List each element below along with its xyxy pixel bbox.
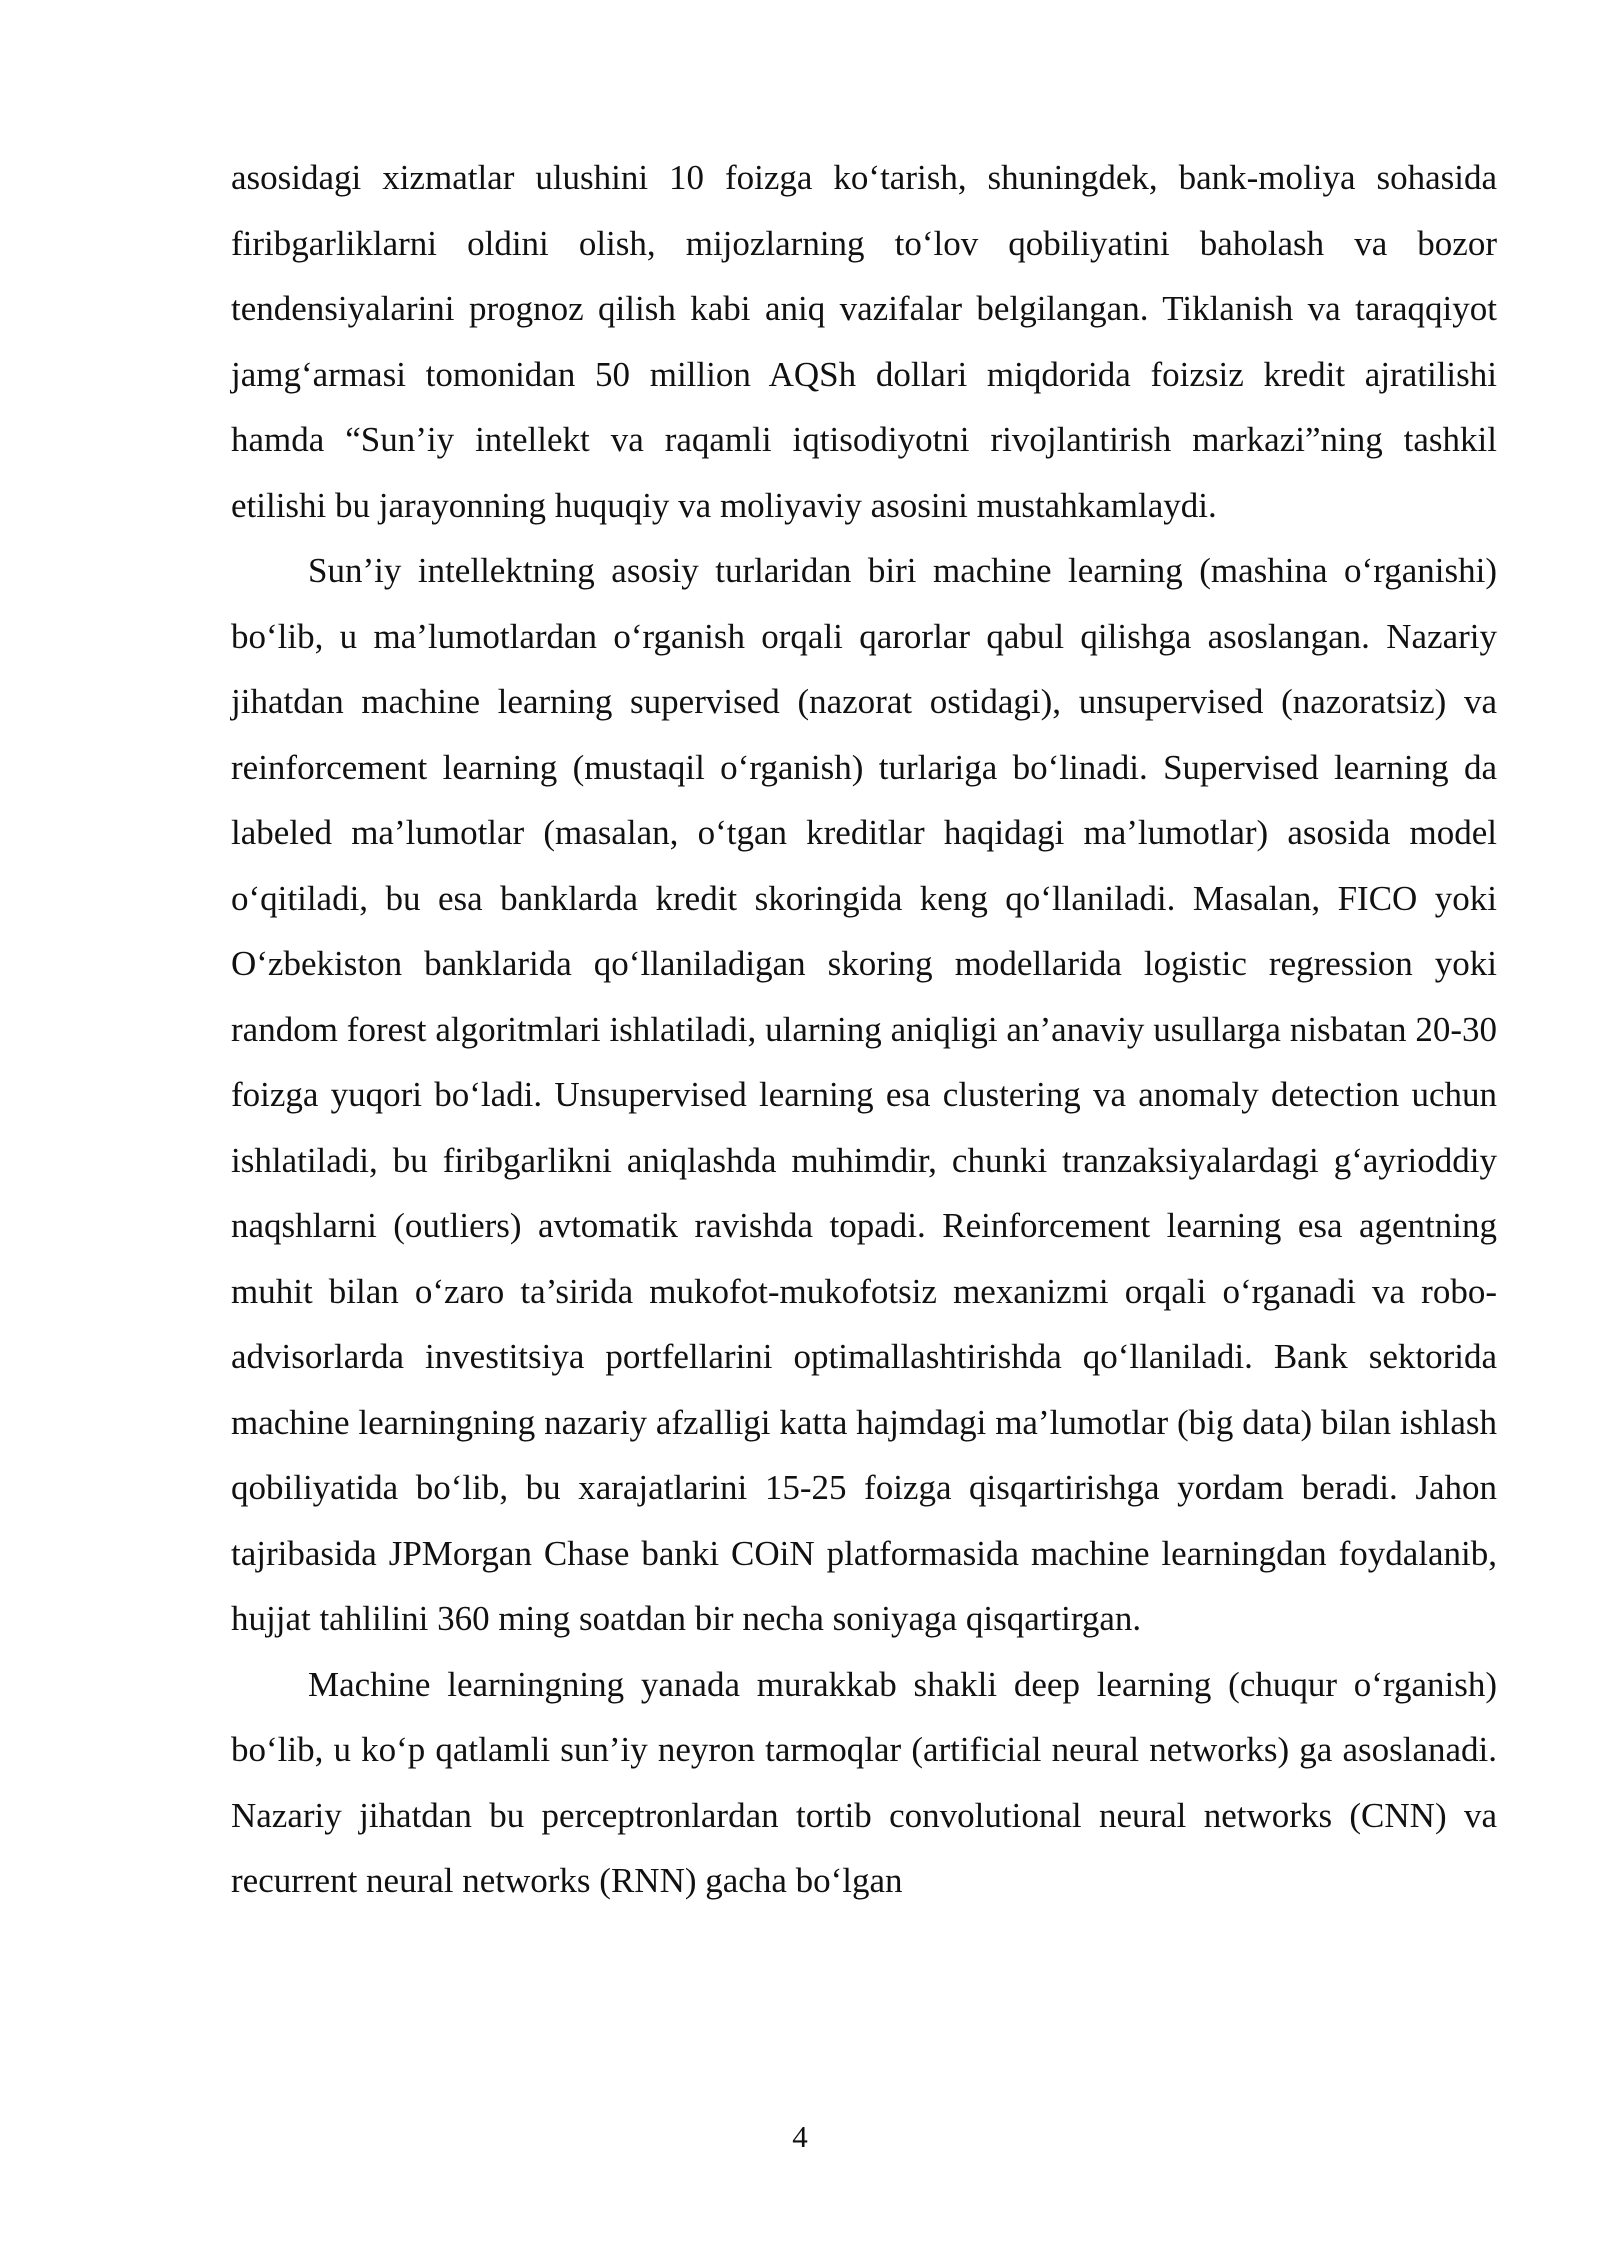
page-number: 4 bbox=[792, 2119, 808, 2154]
paragraph-continued: asosidagi xizmatlar ulushini 10 foizga ko‘tarish, shuningdek, bank-moliya sohasida firibgarliklarni oldini olish, mijozlarning to‘lov qobiliyatini baholash va bozor tendensiyalarini prognoz qilish kabi aniq vazifalar belgilangan. Tiklanish va taraqqiyot jamg‘armasi tomonidan 50 million AQSh dollari miqdorida foizsiz kredit ajratilishi hamda “Sun’iy intellekt va raqamli iqtisodiyotni rivojlantirish markazi”ning tashkil etilishi bu jarayonning huquqiy va moliyaviy asosini mustahkamlaydi. bbox=[231, 158, 1497, 525]
body-text bbox=[231, 145, 1497, 1914]
paragraph-deep-learning: Machine learningning yanada murakkab shakli deep learning (chuqur o‘rganish) bo‘lib, u ko‘p qatlamli sun’iy neyron tarmoqlar (artificial neural networks) ga asoslanadi. Nazariy jihatdan bu perceptronlardan tortib convolutional neural networks (CNN) va recurrent neural networks (RNN) gacha bo‘lgan bbox=[231, 1664, 1497, 1900]
paragraph-machine-learning: Sun’iy intellektning asosiy turlaridan biri machine learning (mashina o‘rganishi) bo‘lib, u ma’lumotlardan o‘rganish orqali qarorlar qabul qilishga asoslangan. Nazariy jihatdan machine learning supervised (nazorat ostidagi), unsupervised (nazoratsiz) va reinforcement learning (mustaqil o‘rganish) turlariga bo‘linadi. Supervised learning da labeled ma’lumotlar (masalan, o‘tgan kreditlar haqidagi ma’lumotlar) asosida model o‘qitiladi, bu esa banklarda kredit skoringida keng qo‘llaniladi. Masalan, FICO yoki O‘zbekiston banklarida qo‘llaniladigan skoring modellarida logistic regression yoki random forest algoritmlari ishlatiladi, ularning aniqligi an’anaviy usullarga nisbatan 20-30 foizga yuqori bo‘ladi. Unsupervised learning esa clustering va anomaly detection uchun ishlatiladi, bu firibgarlikni aniqlashda muhimdir, chunki tranzaksiyalardagi g‘ayrioddiy naqshlarni (outliers) avtomatik ravishda topadi. Reinforcement learning esa agentning muhit bilan o‘zaro ta’sirida mukofot-mukofotsiz mexanizmi orqali o‘rganadi va robo-advisorlarda investitsiya portfellarini optimallashtirishda qo‘llaniladi. Bank sektorida machine learningning nazariy afzalligi katta hajmdagi ma’lumotlar (big data) bilan ishlash qobiliyatida bo‘lib, bu xarajatlarini 15-25 foizga qisqartirishga yordam beradi. Jahon tajribasida JPMorgan Chase banki COiN platformasida machine learningdan foydalanib, hujjat tahlilini 360 ming soatdan bir necha soniyaga qisqartirgan. bbox=[231, 551, 1497, 1638]
